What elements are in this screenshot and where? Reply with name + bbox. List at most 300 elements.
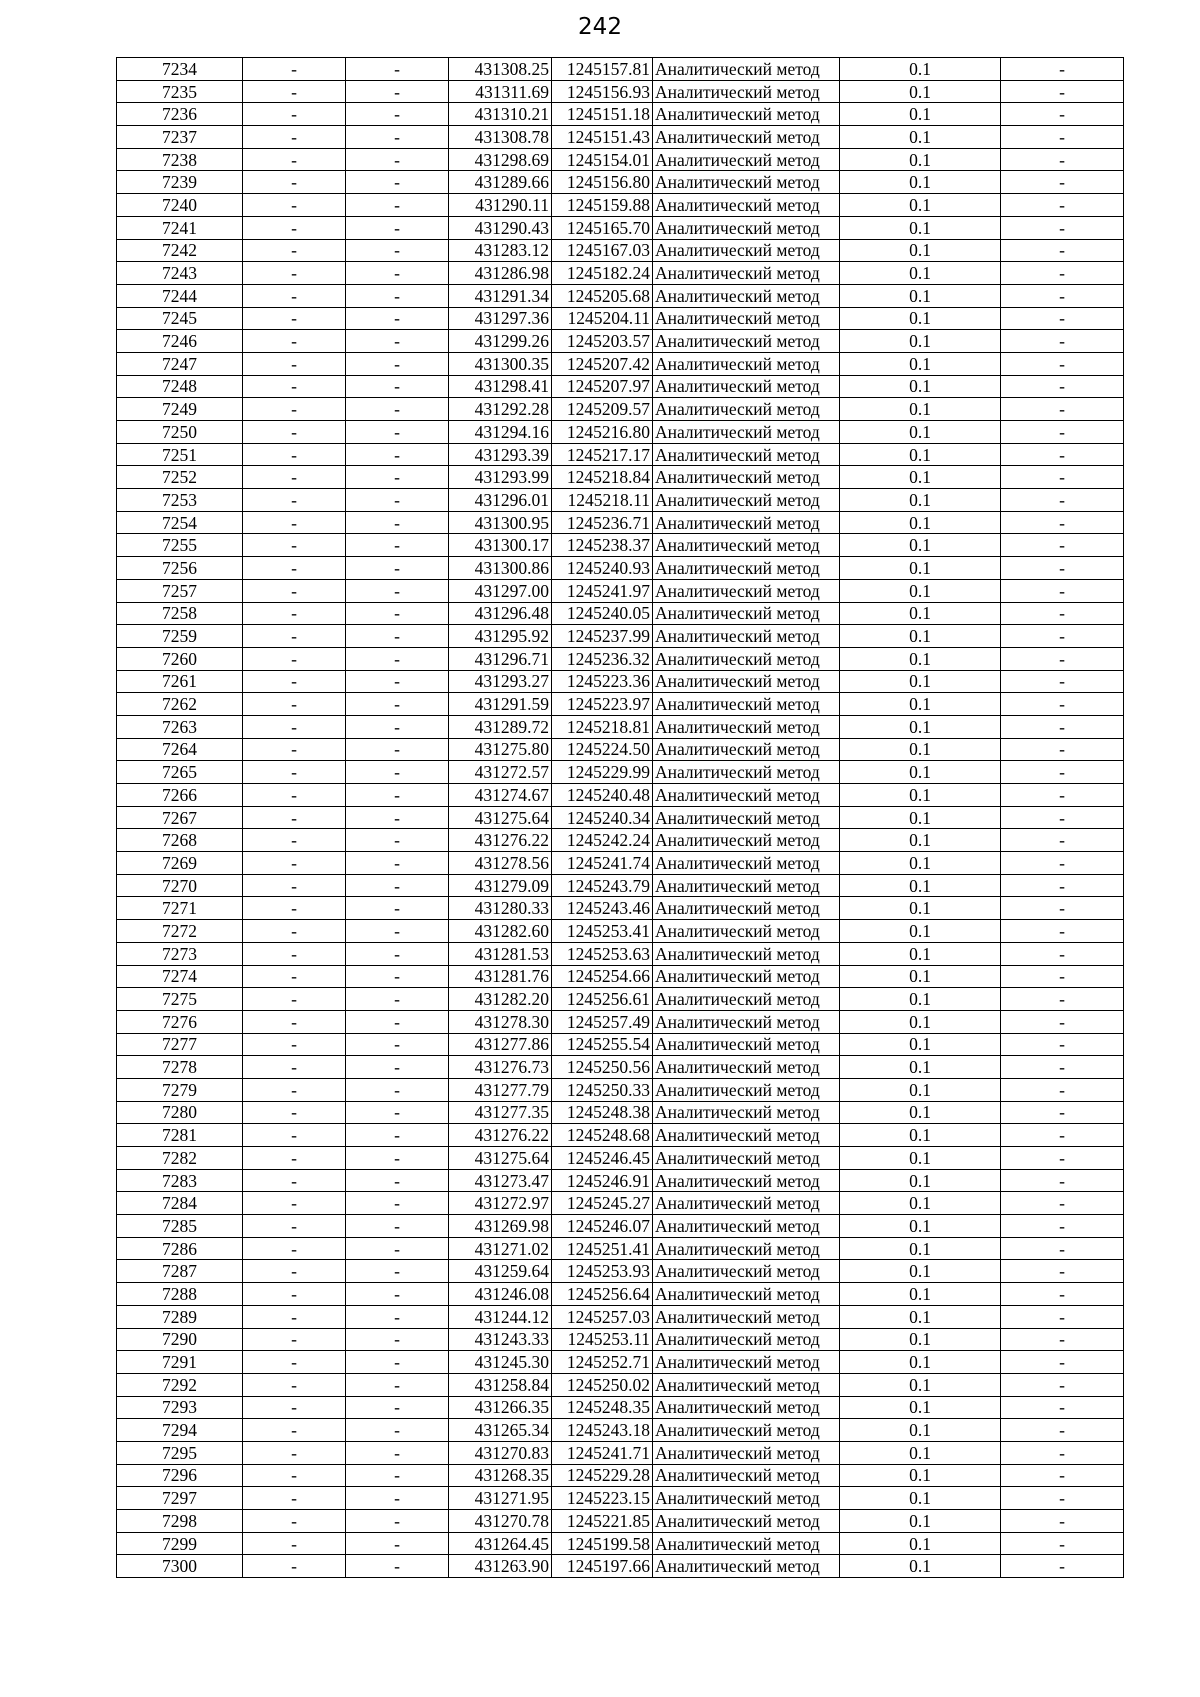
note-cell: - bbox=[1001, 715, 1124, 738]
x-coordinate-cell: 431243.33 bbox=[449, 1328, 552, 1351]
method-cell: Аналитический метод bbox=[653, 1056, 840, 1079]
accuracy-cell: 0.1 bbox=[840, 1260, 1001, 1283]
x-coordinate-cell: 431273.47 bbox=[449, 1169, 552, 1192]
method-cell: Аналитический метод bbox=[653, 330, 840, 353]
dash-cell: - bbox=[243, 148, 346, 171]
y-coordinate-cell: 1245238.37 bbox=[552, 534, 653, 557]
y-coordinate-cell: 1245156.93 bbox=[552, 80, 653, 103]
point-number-cell: 7262 bbox=[117, 693, 243, 716]
dash-cell: - bbox=[243, 58, 346, 81]
method-cell: Аналитический метод bbox=[653, 216, 840, 239]
note-cell: - bbox=[1001, 1464, 1124, 1487]
point-number-cell: 7269 bbox=[117, 852, 243, 875]
method-cell: Аналитический метод bbox=[653, 897, 840, 920]
dash-cell: - bbox=[243, 1555, 346, 1578]
dash-cell: - bbox=[346, 511, 449, 534]
y-coordinate-cell: 1245246.07 bbox=[552, 1215, 653, 1238]
y-coordinate-cell: 1245182.24 bbox=[552, 262, 653, 285]
note-cell: - bbox=[1001, 1237, 1124, 1260]
dash-cell: - bbox=[346, 1419, 449, 1442]
note-cell: - bbox=[1001, 761, 1124, 784]
accuracy-cell: 0.1 bbox=[840, 1305, 1001, 1328]
dash-cell: - bbox=[346, 1237, 449, 1260]
dash-cell: - bbox=[346, 738, 449, 761]
dash-cell: - bbox=[243, 1419, 346, 1442]
method-cell: Аналитический метод bbox=[653, 443, 840, 466]
x-coordinate-cell: 431264.45 bbox=[449, 1532, 552, 1555]
table-row bbox=[117, 375, 1124, 398]
table-row bbox=[117, 1305, 1124, 1328]
x-coordinate-cell: 431296.01 bbox=[449, 489, 552, 512]
note-cell: - bbox=[1001, 1010, 1124, 1033]
x-coordinate-cell: 431308.25 bbox=[449, 58, 552, 81]
dash-cell: - bbox=[243, 829, 346, 852]
y-coordinate-cell: 1245240.34 bbox=[552, 806, 653, 829]
y-coordinate-cell: 1245203.57 bbox=[552, 330, 653, 353]
table-row bbox=[117, 1056, 1124, 1079]
table-row bbox=[117, 1487, 1124, 1510]
method-cell: Аналитический метод bbox=[653, 284, 840, 307]
method-cell: Аналитический метод bbox=[653, 307, 840, 330]
point-number-cell: 7275 bbox=[117, 988, 243, 1011]
note-cell: - bbox=[1001, 920, 1124, 943]
dash-cell: - bbox=[346, 1215, 449, 1238]
note-cell: - bbox=[1001, 375, 1124, 398]
y-coordinate-cell: 1245245.27 bbox=[552, 1192, 653, 1215]
dash-cell: - bbox=[346, 988, 449, 1011]
y-coordinate-cell: 1245241.71 bbox=[552, 1441, 653, 1464]
dash-cell: - bbox=[243, 625, 346, 648]
method-cell: Аналитический метод bbox=[653, 647, 840, 670]
y-coordinate-cell: 1245242.24 bbox=[552, 829, 653, 852]
method-cell: Аналитический метод bbox=[653, 1419, 840, 1442]
x-coordinate-cell: 431245.30 bbox=[449, 1351, 552, 1374]
table-row bbox=[117, 874, 1124, 897]
y-coordinate-cell: 1245250.02 bbox=[552, 1373, 653, 1396]
x-coordinate-cell: 431295.92 bbox=[449, 625, 552, 648]
dash-cell: - bbox=[243, 1169, 346, 1192]
note-cell: - bbox=[1001, 1124, 1124, 1147]
x-coordinate-cell: 431293.99 bbox=[449, 466, 552, 489]
note-cell: - bbox=[1001, 1147, 1124, 1170]
dash-cell: - bbox=[243, 761, 346, 784]
note-cell: - bbox=[1001, 307, 1124, 330]
point-number-cell: 7265 bbox=[117, 761, 243, 784]
method-cell: Аналитический метод bbox=[653, 126, 840, 149]
dash-cell: - bbox=[346, 1010, 449, 1033]
page-number: 242 bbox=[578, 14, 622, 40]
dash-cell: - bbox=[243, 806, 346, 829]
dash-cell: - bbox=[346, 443, 449, 466]
table-row bbox=[117, 1192, 1124, 1215]
dash-cell: - bbox=[346, 1169, 449, 1192]
point-number-cell: 7251 bbox=[117, 443, 243, 466]
table-row bbox=[117, 942, 1124, 965]
x-coordinate-cell: 431276.73 bbox=[449, 1056, 552, 1079]
note-cell: - bbox=[1001, 738, 1124, 761]
table-row bbox=[117, 1101, 1124, 1124]
dash-cell: - bbox=[243, 330, 346, 353]
x-coordinate-cell: 431293.39 bbox=[449, 443, 552, 466]
dash-cell: - bbox=[243, 1147, 346, 1170]
method-cell: Аналитический метод bbox=[653, 80, 840, 103]
y-coordinate-cell: 1245250.33 bbox=[552, 1078, 653, 1101]
table-row bbox=[117, 693, 1124, 716]
accuracy-cell: 0.1 bbox=[840, 511, 1001, 534]
y-coordinate-cell: 1245197.66 bbox=[552, 1555, 653, 1578]
point-number-cell: 7296 bbox=[117, 1464, 243, 1487]
accuracy-cell: 0.1 bbox=[840, 398, 1001, 421]
dash-cell: - bbox=[243, 443, 346, 466]
table-row bbox=[117, 284, 1124, 307]
dash-cell: - bbox=[243, 352, 346, 375]
note-cell: - bbox=[1001, 1169, 1124, 1192]
accuracy-cell: 0.1 bbox=[840, 262, 1001, 285]
method-cell: Аналитический метод bbox=[653, 1124, 840, 1147]
point-number-cell: 7258 bbox=[117, 602, 243, 625]
y-coordinate-cell: 1245246.91 bbox=[552, 1169, 653, 1192]
accuracy-cell: 0.1 bbox=[840, 330, 1001, 353]
dash-cell: - bbox=[346, 942, 449, 965]
dash-cell: - bbox=[346, 171, 449, 194]
x-coordinate-cell: 431294.16 bbox=[449, 421, 552, 444]
x-coordinate-cell: 431289.66 bbox=[449, 171, 552, 194]
note-cell: - bbox=[1001, 171, 1124, 194]
method-cell: Аналитический метод bbox=[653, 557, 840, 580]
x-coordinate-cell: 431300.95 bbox=[449, 511, 552, 534]
note-cell: - bbox=[1001, 421, 1124, 444]
table-row bbox=[117, 1147, 1124, 1170]
y-coordinate-cell: 1245253.11 bbox=[552, 1328, 653, 1351]
dash-cell: - bbox=[346, 1555, 449, 1578]
point-number-cell: 7240 bbox=[117, 194, 243, 217]
note-cell: - bbox=[1001, 988, 1124, 1011]
note-cell: - bbox=[1001, 1192, 1124, 1215]
dash-cell: - bbox=[243, 421, 346, 444]
dash-cell: - bbox=[346, 874, 449, 897]
y-coordinate-cell: 1245257.49 bbox=[552, 1010, 653, 1033]
note-cell: - bbox=[1001, 466, 1124, 489]
dash-cell: - bbox=[243, 1328, 346, 1351]
method-cell: Аналитический метод bbox=[653, 579, 840, 602]
x-coordinate-cell: 431291.59 bbox=[449, 693, 552, 716]
x-coordinate-cell: 431270.78 bbox=[449, 1510, 552, 1533]
method-cell: Аналитический метод bbox=[653, 874, 840, 897]
x-coordinate-cell: 431281.76 bbox=[449, 965, 552, 988]
point-number-cell: 7289 bbox=[117, 1305, 243, 1328]
point-number-cell: 7242 bbox=[117, 239, 243, 262]
dash-cell: - bbox=[346, 1510, 449, 1533]
y-coordinate-cell: 1245256.64 bbox=[552, 1283, 653, 1306]
y-coordinate-cell: 1245165.70 bbox=[552, 216, 653, 239]
method-cell: Аналитический метод bbox=[653, 965, 840, 988]
method-cell: Аналитический метод bbox=[653, 715, 840, 738]
method-cell: Аналитический метод bbox=[653, 920, 840, 943]
table-row bbox=[117, 103, 1124, 126]
table-row bbox=[117, 784, 1124, 807]
y-coordinate-cell: 1245151.43 bbox=[552, 126, 653, 149]
x-coordinate-cell: 431277.79 bbox=[449, 1078, 552, 1101]
note-cell: - bbox=[1001, 1305, 1124, 1328]
note-cell: - bbox=[1001, 579, 1124, 602]
y-coordinate-cell: 1245218.11 bbox=[552, 489, 653, 512]
accuracy-cell: 0.1 bbox=[840, 466, 1001, 489]
note-cell: - bbox=[1001, 557, 1124, 580]
dash-cell: - bbox=[243, 1441, 346, 1464]
table-row bbox=[117, 1373, 1124, 1396]
point-number-cell: 7283 bbox=[117, 1169, 243, 1192]
note-cell: - bbox=[1001, 398, 1124, 421]
table-row bbox=[117, 511, 1124, 534]
point-number-cell: 7284 bbox=[117, 1192, 243, 1215]
accuracy-cell: 0.1 bbox=[840, 171, 1001, 194]
x-coordinate-cell: 431277.86 bbox=[449, 1033, 552, 1056]
note-cell: - bbox=[1001, 148, 1124, 171]
table-row bbox=[117, 148, 1124, 171]
accuracy-cell: 0.1 bbox=[840, 1010, 1001, 1033]
note-cell: - bbox=[1001, 1351, 1124, 1374]
dash-cell: - bbox=[346, 330, 449, 353]
y-coordinate-cell: 1245253.93 bbox=[552, 1260, 653, 1283]
method-cell: Аналитический метод bbox=[653, 1237, 840, 1260]
x-coordinate-cell: 431269.98 bbox=[449, 1215, 552, 1238]
table-row bbox=[117, 1532, 1124, 1555]
x-coordinate-cell: 431298.69 bbox=[449, 148, 552, 171]
x-coordinate-cell: 431300.17 bbox=[449, 534, 552, 557]
accuracy-cell: 0.1 bbox=[840, 352, 1001, 375]
note-cell: - bbox=[1001, 284, 1124, 307]
point-number-cell: 7239 bbox=[117, 171, 243, 194]
dash-cell: - bbox=[346, 58, 449, 81]
note-cell: - bbox=[1001, 602, 1124, 625]
point-number-cell: 7245 bbox=[117, 307, 243, 330]
accuracy-cell: 0.1 bbox=[840, 1328, 1001, 1351]
table-row bbox=[117, 330, 1124, 353]
method-cell: Аналитический метод bbox=[653, 1555, 840, 1578]
point-number-cell: 7266 bbox=[117, 784, 243, 807]
note-cell: - bbox=[1001, 262, 1124, 285]
dash-cell: - bbox=[243, 194, 346, 217]
dash-cell: - bbox=[243, 216, 346, 239]
point-number-cell: 7261 bbox=[117, 670, 243, 693]
x-coordinate-cell: 431292.28 bbox=[449, 398, 552, 421]
accuracy-cell: 0.1 bbox=[840, 307, 1001, 330]
method-cell: Аналитический метод bbox=[653, 1215, 840, 1238]
note-cell: - bbox=[1001, 1056, 1124, 1079]
point-number-cell: 7276 bbox=[117, 1010, 243, 1033]
note-cell: - bbox=[1001, 1510, 1124, 1533]
accuracy-cell: 0.1 bbox=[840, 1464, 1001, 1487]
point-number-cell: 7297 bbox=[117, 1487, 243, 1510]
table-row bbox=[117, 1555, 1124, 1578]
table-row bbox=[117, 126, 1124, 149]
table-row bbox=[117, 602, 1124, 625]
coordinates-table-body bbox=[117, 58, 1124, 1578]
dash-cell: - bbox=[243, 1078, 346, 1101]
x-coordinate-cell: 431286.98 bbox=[449, 262, 552, 285]
y-coordinate-cell: 1245224.50 bbox=[552, 738, 653, 761]
dash-cell: - bbox=[243, 965, 346, 988]
x-coordinate-cell: 431293.27 bbox=[449, 670, 552, 693]
note-cell: - bbox=[1001, 1260, 1124, 1283]
accuracy-cell: 0.1 bbox=[840, 103, 1001, 126]
y-coordinate-cell: 1245223.97 bbox=[552, 693, 653, 716]
y-coordinate-cell: 1245221.85 bbox=[552, 1510, 653, 1533]
dash-cell: - bbox=[346, 1056, 449, 1079]
dash-cell: - bbox=[243, 1215, 346, 1238]
dash-cell: - bbox=[243, 1373, 346, 1396]
x-coordinate-cell: 431278.30 bbox=[449, 1010, 552, 1033]
point-number-cell: 7263 bbox=[117, 715, 243, 738]
note-cell: - bbox=[1001, 511, 1124, 534]
table-row bbox=[117, 194, 1124, 217]
dash-cell: - bbox=[346, 126, 449, 149]
dash-cell: - bbox=[346, 1078, 449, 1101]
note-cell: - bbox=[1001, 352, 1124, 375]
table-row bbox=[117, 625, 1124, 648]
point-number-cell: 7260 bbox=[117, 647, 243, 670]
point-number-cell: 7279 bbox=[117, 1078, 243, 1101]
dash-cell: - bbox=[346, 897, 449, 920]
x-coordinate-cell: 431270.83 bbox=[449, 1441, 552, 1464]
y-coordinate-cell: 1245154.01 bbox=[552, 148, 653, 171]
x-coordinate-cell: 431297.00 bbox=[449, 579, 552, 602]
dash-cell: - bbox=[243, 715, 346, 738]
method-cell: Аналитический метод bbox=[653, 1441, 840, 1464]
note-cell: - bbox=[1001, 489, 1124, 512]
table-row bbox=[117, 262, 1124, 285]
note-cell: - bbox=[1001, 216, 1124, 239]
note-cell: - bbox=[1001, 852, 1124, 875]
x-coordinate-cell: 431276.22 bbox=[449, 829, 552, 852]
method-cell: Аналитический метод bbox=[653, 602, 840, 625]
x-coordinate-cell: 431275.80 bbox=[449, 738, 552, 761]
method-cell: Аналитический метод bbox=[653, 625, 840, 648]
dash-cell: - bbox=[346, 216, 449, 239]
dash-cell: - bbox=[346, 398, 449, 421]
y-coordinate-cell: 1245236.32 bbox=[552, 647, 653, 670]
y-coordinate-cell: 1245207.97 bbox=[552, 375, 653, 398]
method-cell: Аналитический метод bbox=[653, 1487, 840, 1510]
method-cell: Аналитический метод bbox=[653, 1351, 840, 1374]
method-cell: Аналитический метод bbox=[653, 1532, 840, 1555]
dash-cell: - bbox=[243, 579, 346, 602]
point-number-cell: 7273 bbox=[117, 942, 243, 965]
accuracy-cell: 0.1 bbox=[840, 284, 1001, 307]
dash-cell: - bbox=[243, 398, 346, 421]
dash-cell: - bbox=[346, 761, 449, 784]
table-row bbox=[117, 897, 1124, 920]
method-cell: Аналитический метод bbox=[653, 1260, 840, 1283]
point-number-cell: 7288 bbox=[117, 1283, 243, 1306]
dash-cell: - bbox=[243, 1101, 346, 1124]
method-cell: Аналитический метод bbox=[653, 670, 840, 693]
y-coordinate-cell: 1245156.80 bbox=[552, 171, 653, 194]
dash-cell: - bbox=[346, 80, 449, 103]
table-row bbox=[117, 670, 1124, 693]
dash-cell: - bbox=[243, 103, 346, 126]
table-row bbox=[117, 1351, 1124, 1374]
dash-cell: - bbox=[243, 1192, 346, 1215]
table-row bbox=[117, 829, 1124, 852]
accuracy-cell: 0.1 bbox=[840, 1419, 1001, 1442]
point-number-cell: 7300 bbox=[117, 1555, 243, 1578]
x-coordinate-cell: 431282.60 bbox=[449, 920, 552, 943]
method-cell: Аналитический метод bbox=[653, 262, 840, 285]
x-coordinate-cell: 431281.53 bbox=[449, 942, 552, 965]
method-cell: Аналитический метод bbox=[653, 1010, 840, 1033]
note-cell: - bbox=[1001, 965, 1124, 988]
dash-cell: - bbox=[346, 1101, 449, 1124]
accuracy-cell: 0.1 bbox=[840, 942, 1001, 965]
dash-cell: - bbox=[346, 920, 449, 943]
dash-cell: - bbox=[346, 1328, 449, 1351]
method-cell: Аналитический метод bbox=[653, 421, 840, 444]
method-cell: Аналитический метод bbox=[653, 1464, 840, 1487]
x-coordinate-cell: 431282.20 bbox=[449, 988, 552, 1011]
point-number-cell: 7295 bbox=[117, 1441, 243, 1464]
method-cell: Аналитический метод bbox=[653, 784, 840, 807]
dash-cell: - bbox=[243, 920, 346, 943]
dash-cell: - bbox=[346, 670, 449, 693]
point-number-cell: 7298 bbox=[117, 1510, 243, 1533]
dash-cell: - bbox=[346, 262, 449, 285]
table-row bbox=[117, 1237, 1124, 1260]
table-row bbox=[117, 1441, 1124, 1464]
dash-cell: - bbox=[346, 647, 449, 670]
x-coordinate-cell: 431289.72 bbox=[449, 715, 552, 738]
dash-cell: - bbox=[346, 557, 449, 580]
y-coordinate-cell: 1245159.88 bbox=[552, 194, 653, 217]
y-coordinate-cell: 1245223.15 bbox=[552, 1487, 653, 1510]
table-row bbox=[117, 715, 1124, 738]
accuracy-cell: 0.1 bbox=[840, 557, 1001, 580]
dash-cell: - bbox=[346, 239, 449, 262]
table-row bbox=[117, 1510, 1124, 1533]
dash-cell: - bbox=[346, 625, 449, 648]
accuracy-cell: 0.1 bbox=[840, 1441, 1001, 1464]
accuracy-cell: 0.1 bbox=[840, 194, 1001, 217]
dash-cell: - bbox=[346, 1147, 449, 1170]
dash-cell: - bbox=[243, 557, 346, 580]
dash-cell: - bbox=[346, 534, 449, 557]
note-cell: - bbox=[1001, 1419, 1124, 1442]
y-coordinate-cell: 1245204.11 bbox=[552, 307, 653, 330]
dash-cell: - bbox=[243, 375, 346, 398]
point-number-cell: 7291 bbox=[117, 1351, 243, 1374]
note-cell: - bbox=[1001, 1078, 1124, 1101]
method-cell: Аналитический метод bbox=[653, 352, 840, 375]
y-coordinate-cell: 1245243.79 bbox=[552, 874, 653, 897]
table-row bbox=[117, 1396, 1124, 1419]
dash-cell: - bbox=[243, 171, 346, 194]
table-row bbox=[117, 738, 1124, 761]
x-coordinate-cell: 431310.21 bbox=[449, 103, 552, 126]
table-row bbox=[117, 1169, 1124, 1192]
accuracy-cell: 0.1 bbox=[840, 647, 1001, 670]
dash-cell: - bbox=[243, 284, 346, 307]
accuracy-cell: 0.1 bbox=[840, 1396, 1001, 1419]
x-coordinate-cell: 431300.86 bbox=[449, 557, 552, 580]
accuracy-cell: 0.1 bbox=[840, 852, 1001, 875]
accuracy-cell: 0.1 bbox=[840, 1555, 1001, 1578]
dash-cell: - bbox=[346, 1305, 449, 1328]
point-number-cell: 7294 bbox=[117, 1419, 243, 1442]
method-cell: Аналитический метод bbox=[653, 1169, 840, 1192]
note-cell: - bbox=[1001, 625, 1124, 648]
x-coordinate-cell: 431300.35 bbox=[449, 352, 552, 375]
dash-cell: - bbox=[243, 1033, 346, 1056]
